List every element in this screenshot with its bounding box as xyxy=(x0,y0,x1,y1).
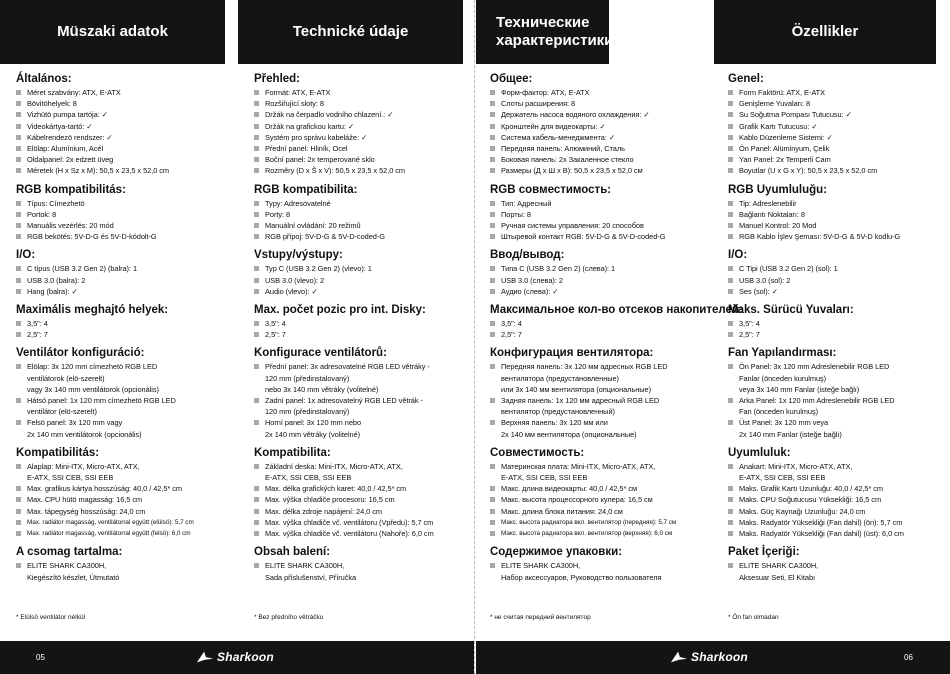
spec-item: C Tipi (USB 3.2 Gen 2) (sol): 1 xyxy=(728,263,950,274)
spec-list xyxy=(254,263,489,297)
section-heading: Max. počet pozic pro int. Disky: xyxy=(254,304,426,317)
spec-item: Форм-фактор: ATX, E-ATX xyxy=(490,87,725,98)
spec-section xyxy=(728,72,950,177)
spec-section xyxy=(490,72,725,177)
spec-list xyxy=(728,318,950,340)
spec-section xyxy=(728,303,950,340)
spec-item: Systém pro správu kabeláže: ✓ xyxy=(254,132,489,143)
spec-list xyxy=(490,87,725,177)
spec-section xyxy=(16,446,251,539)
spec-item: Boyutlar (U x G x Y): 50,5 x 23,5 x 52,0 cm xyxy=(728,165,950,176)
spec-item: Rozšiřující sloty: 8 xyxy=(254,98,489,109)
spec-item: Max. délka grafických karet: 40,0 / 42,5* cm xyxy=(254,483,489,494)
section-heading: I/O: xyxy=(16,249,36,262)
spec-item: Bağlantı Noktaları: 8 xyxy=(728,209,950,220)
spec-item: USB 3.0 (balra): 2 xyxy=(16,275,251,286)
spec-item: Elölap: 3x 120 mm címezhetö RGB LED ventilátorok (elö-szerelt) vagy 3x 140 mm ventilátorok (opcionális) xyxy=(16,361,251,395)
spec-item: Макс. длина видеокарты: 40,0 / 42,5* см xyxy=(490,483,725,494)
spec-list xyxy=(254,560,489,582)
spec-list xyxy=(490,560,725,582)
spec-list xyxy=(490,198,725,243)
spec-item: Arka Panel: 1x 120 mm Adreslenebilir RGB LED Fan (önceden kurulmuş) xyxy=(728,395,950,417)
spec-item: Manuel Kontrol: 20 Mod xyxy=(728,220,950,231)
spec-item: Genişleme Yuvaları: 8 xyxy=(728,98,950,109)
spec-list xyxy=(254,198,489,243)
section-heading: Общее: xyxy=(490,73,533,85)
spec-item: Max. radiátor magasság, ventilátorral együtt (elülsö): 5,7 cm xyxy=(16,517,251,528)
spec-item: Размеры (Д x Ш x В): 50,5 x 23,5 x 52,0 см xyxy=(490,165,725,176)
column-header: Technické údaje xyxy=(238,0,463,64)
section-heading: Ventilátor konfiguráció: xyxy=(16,347,145,360)
page-number: 05 xyxy=(36,653,45,662)
spec-item: Макс. высота радиатора вкл. вентилятор (передняя): 5,7 см xyxy=(490,517,725,528)
spec-item: Передняя панель: Алюминий, Сталь xyxy=(490,143,725,154)
spec-section xyxy=(490,248,725,297)
spec-item: Rozměry (D x Š x V): 50,5 x 23,5 x 52,0 cm xyxy=(254,165,489,176)
spec-section xyxy=(728,248,950,297)
brand-logo xyxy=(670,649,748,665)
spec-item: Передняя панель: 3x 120 мм адресных RGB LED вентилятора (предустановленные) или 3x 140 мм вентилятора (опциональные) xyxy=(490,361,725,395)
spec-item: C típus (USB 3.2 Gen 2) (balra): 1 xyxy=(16,263,251,274)
spec-item: Üst Panel: 3x 120 mm veya 2x 140 mm Fanlar (isteğe bağlı) xyxy=(728,417,950,439)
spec-item: Maks. Radyatör Yüksekliği (Fan dahil) (üst): 6,0 cm xyxy=(728,528,950,539)
spec-item: Vizhütö pumpa tartója: ✓ xyxy=(16,109,251,120)
spec-item: Hátsó panel: 1x 120 mm címezhetö RGB LED ventilátor (elö-szerelt) xyxy=(16,395,251,417)
footer-bar xyxy=(0,641,474,674)
spec-section xyxy=(490,446,725,539)
shark-logo-icon xyxy=(196,649,214,665)
column-header: Müszaki adatok xyxy=(0,0,225,64)
spec-list xyxy=(490,461,725,539)
spec-section xyxy=(254,248,489,297)
spec-item: 2,5": 7 xyxy=(254,329,489,340)
section-heading: Obsah balení: xyxy=(254,546,331,559)
spec-item: Přední panel: Hliník, Ocel xyxy=(254,143,489,154)
section-heading: Kompatibilitás: xyxy=(16,446,100,459)
section-heading: A csomag tartalma: xyxy=(16,546,123,559)
spec-list xyxy=(490,318,725,340)
spec-item: ELITE SHARK CA300H, Набор аксессуаров, Руководство пользователя xyxy=(490,560,725,582)
spec-section xyxy=(254,183,489,243)
spec-list xyxy=(728,461,950,539)
footnote: * Bez předního větráčku xyxy=(254,614,324,621)
spec-list xyxy=(728,87,950,177)
spec-item: Típus: Címezhetö xyxy=(16,198,251,209)
spec-item: Portok: 8 xyxy=(16,209,251,220)
spec-section xyxy=(490,346,725,439)
spec-list xyxy=(254,461,489,539)
spec-item: ELITE SHARK CA300H, Sada příslušenství, Příručka xyxy=(254,560,489,582)
spec-item: Держатель насоса водяного охлаждения: ✓ xyxy=(490,109,725,120)
spec-item: Alaplap: Mini-ITX, Micro-ATX, ATX, E-ATX, SSI CEB, SSI EEB xyxy=(16,461,251,483)
spec-list xyxy=(16,318,251,340)
spec-item: Typ C (USB 3.2 Gen 2) (vlevo): 1 xyxy=(254,263,489,274)
spec-item: 3,5": 4 xyxy=(490,318,725,329)
spec-item: Макс. длина блока питания: 24,0 см xyxy=(490,506,725,517)
section-heading: Genel: xyxy=(728,73,764,85)
spec-list xyxy=(16,87,251,177)
spec-column xyxy=(16,72,251,589)
section-heading: Konfigurace ventilátorů: xyxy=(254,347,387,360)
brand-name: Sharkoon xyxy=(691,650,748,664)
spec-section xyxy=(728,183,950,243)
footer-bar xyxy=(476,641,950,674)
spec-item: Grafik Kartı Tutucusu: ✓ xyxy=(728,121,950,132)
spec-list xyxy=(254,361,489,439)
spec-section xyxy=(490,303,743,340)
spec-item: Tip: Adreslenebilir xyxy=(728,198,950,209)
spec-item: Manuální ovládání: 20 režimů xyxy=(254,220,489,231)
spec-item: Макс. высота процессорного кулера: 16,5 см xyxy=(490,494,725,505)
spec-item: Držák na čerpadlo vodního chlazení.: ✓ xyxy=(254,109,489,120)
spec-item: Oldalpanel: 2x edzett üveg xyxy=(16,154,251,165)
spec-item: Anakart: Mini-ITX, Micro-ATX, ATX, E-ATX, SSI CEB, SSI EEB xyxy=(728,461,950,483)
spec-item: Тип: Адресный xyxy=(490,198,725,209)
spec-item: Max. tápegység hosszúság: 24,0 cm xyxy=(16,506,251,517)
left-page xyxy=(0,0,474,674)
spec-item: USB 3.0 (слева): 2 xyxy=(490,275,725,286)
spec-item: 3,5": 4 xyxy=(16,318,251,329)
spec-item: Max. výška chladiče procesoru: 16,5 cm xyxy=(254,494,489,505)
spec-item: Videokártya-tartó: ✓ xyxy=(16,121,251,132)
spec-item: Form Faktörü: ATX, E-ATX xyxy=(728,87,950,98)
spec-list xyxy=(254,318,489,340)
section-heading: Maximális meghajtó helyek: xyxy=(16,304,169,317)
section-heading: Содержимое упаковки: xyxy=(490,546,623,559)
footnote: * Ön fan olmadan xyxy=(728,614,779,621)
spec-item: Méretek (H x Sz x M): 50,5 x 23,5 x 52,0 cm xyxy=(16,165,251,176)
brand-name: Sharkoon xyxy=(217,650,274,664)
spec-section xyxy=(254,545,489,582)
spec-item: Maks. Grafik Kartı Uzunluğu: 40,0 / 42,5* cm xyxy=(728,483,950,494)
spec-item: 2,5": 7 xyxy=(490,329,725,340)
section-heading: Ввод/вывод: xyxy=(490,249,565,262)
spec-item: Max. výška chladiče vč. ventilátoru (Nahoře): 6,0 cm xyxy=(254,528,489,539)
spec-section xyxy=(16,72,251,177)
spec-item: Su Soğutma Pompası Tutucusu: ✓ xyxy=(728,109,950,120)
spec-section xyxy=(490,545,725,582)
spec-list xyxy=(728,198,950,243)
spec-item: Přední panel: 3x adresovatelné RGB LED větráky - 120 mm (předinstalovaný) nebo 3x 140 mm větráky (volitelné) xyxy=(254,361,489,395)
spec-section xyxy=(254,72,489,177)
spec-item: Ses (sol): ✓ xyxy=(728,286,950,297)
spec-item: Elölap: Alumínium, Acél xyxy=(16,143,251,154)
section-heading: RGB kompatibilita: xyxy=(254,183,358,196)
spec-item: Аудио (слева): ✓ xyxy=(490,286,725,297)
spec-section xyxy=(728,545,950,582)
spec-item: Držák na grafickou kartu: ✓ xyxy=(254,121,489,132)
spec-list xyxy=(728,263,950,297)
spec-item: Верхняя панель: 3x 120 мм или 2x 140 мм вентилятора (опциональные) xyxy=(490,417,725,439)
section-heading: Совместимость: xyxy=(490,446,585,459)
section-heading: Uyumluluk: xyxy=(728,446,791,459)
spec-item: Typy: Adresovatelné xyxy=(254,198,489,209)
spec-item: Manuális vezérlés: 20 mód xyxy=(16,220,251,231)
spec-list xyxy=(16,198,251,243)
spec-item: Max. grafikus kártya hosszúság: 40,0 / 42,5* cm xyxy=(16,483,251,494)
spec-column xyxy=(254,72,489,589)
section-heading: Максимальное кол-во отсеков накопителей: xyxy=(490,304,743,317)
spec-item: Yan Panel: 2x Temperli Cam xyxy=(728,154,950,165)
spec-section xyxy=(728,446,950,539)
spec-list xyxy=(16,560,251,582)
spec-item: Horní panel: 3x 120 mm nebo 2x 140 mm větráky (volitelné) xyxy=(254,417,489,439)
shark-logo-icon xyxy=(670,649,688,665)
spec-item: ELITE SHARK CA300H, Kiegészítö készlet, Útmutató xyxy=(16,560,251,582)
spec-item: Max. CPU hütö magasság: 16,5 cm xyxy=(16,494,251,505)
spec-item: Max. výška chladiče vč. ventilátoru (Vpředu): 5,7 cm xyxy=(254,517,489,528)
column-header: Özellikler xyxy=(714,0,936,64)
spec-item: Типа C (USB 3.2 Gen 2) (слева): 1 xyxy=(490,263,725,274)
spec-list xyxy=(728,560,950,582)
section-heading: I/O: xyxy=(728,249,748,262)
spec-section xyxy=(16,303,251,340)
section-heading: Přehled: xyxy=(254,73,301,85)
right-page xyxy=(476,0,950,674)
spec-item: ELITE SHARK CA300H, Aksesuar Seti, El Kitabı xyxy=(728,560,950,582)
spec-list xyxy=(16,461,251,539)
spec-item: Základní deska: Mini-ITX, Micro-ATX, ATX, E-ATX, SSI CEB, SSI EEB xyxy=(254,461,489,483)
spec-item: Система кабель-менеджмента: ✓ xyxy=(490,132,725,143)
spec-item: Материнская плата: Mini-ITX, Micro-ATX, ATX, E-ATX, SSI CEB, SSI EEB xyxy=(490,461,725,483)
section-heading: Általános: xyxy=(16,73,72,85)
spec-item: Ön Panel: 3x 120 mm Adreslenebilir RGB LED Fanlar (önceden kurulmuş) veya 3x 140 mm Fanlar (isteğe bağlı) xyxy=(728,361,950,395)
spec-item: Кронштейн для видеокарты: ✓ xyxy=(490,121,725,132)
section-heading: Vstupy/výstupy: xyxy=(254,249,343,262)
spec-item: 3,5": 4 xyxy=(254,318,489,329)
spec-list xyxy=(254,87,489,177)
spec-item: RGB bekötés: 5V-D-G és 5V-D-kódolt-G xyxy=(16,231,251,242)
spec-item: Слоты расширения: 8 xyxy=(490,98,725,109)
section-heading: Paket İçeriği: xyxy=(728,546,800,559)
spec-item: Порты: 8 xyxy=(490,209,725,220)
spec-section xyxy=(254,303,489,340)
spec-item: USB 3.0 (sol): 2 xyxy=(728,275,950,286)
section-heading: RGB совместимость: xyxy=(490,183,612,196)
spec-item: Maks. Güç Kaynağı Uzunluğu: 24,0 cm xyxy=(728,506,950,517)
spec-item: Штыревой контакт RGB: 5V-D-G & 5V-D-coded-G xyxy=(490,231,725,242)
spec-item: Hang (balra): ✓ xyxy=(16,286,251,297)
section-heading: Fan Yapılandırması: xyxy=(728,347,837,360)
spec-column xyxy=(728,72,950,589)
page-number: 06 xyxy=(904,653,913,662)
spec-item: Max. délka zdroje napájení: 24,0 cm xyxy=(254,506,489,517)
spec-item: USB 3.0 (vlevo): 2 xyxy=(254,275,489,286)
spec-item: Méret szabvány: ATX, E-ATX xyxy=(16,87,251,98)
spec-item: Boční panel: 2x temperované sklo xyxy=(254,154,489,165)
footnote: * Elülsö ventilátor nélkül xyxy=(16,614,86,621)
spec-section xyxy=(16,248,251,297)
spec-item: 3,5": 4 xyxy=(728,318,950,329)
spec-list xyxy=(16,263,251,297)
section-heading: Kompatibilita: xyxy=(254,446,331,459)
spec-item: Задняя панель: 1x 120 мм адресный RGB LED вентилятор (предустановленный) xyxy=(490,395,725,417)
spec-item: Bövítöhelyek: 8 xyxy=(16,98,251,109)
column-header: Технические характеристики xyxy=(476,0,609,64)
spec-list xyxy=(490,263,725,297)
spec-section xyxy=(490,183,725,243)
spec-item: Kábelrendezö rendszer: ✓ xyxy=(16,132,251,143)
spec-section xyxy=(16,183,251,243)
spec-list xyxy=(728,361,950,439)
section-heading: Конфигурация вентилятора: xyxy=(490,347,654,360)
spec-item: Zadní panel: 1x adresovatelný RGB LED větrák - 120 mm (předinstalovaný) xyxy=(254,395,489,417)
spec-section xyxy=(16,545,251,582)
spec-item: 2,5": 7 xyxy=(16,329,251,340)
spec-item: Ön Panel: Alüminyum, Çelik xyxy=(728,143,950,154)
spec-section xyxy=(254,346,489,439)
page-fold xyxy=(474,0,475,674)
spec-section xyxy=(254,446,489,539)
spec-item: RGB přípoj: 5V-D-G & 5V-D-coded-G xyxy=(254,231,489,242)
spec-list xyxy=(490,361,725,439)
brand-logo xyxy=(196,649,274,665)
spec-item: Макс. высота радиатора вкл. вентилятор (верхняя): 6,0 см xyxy=(490,528,725,539)
spec-section xyxy=(16,346,251,439)
spec-item: Felsö panel: 3x 120 mm vagy 2x 140 mm ventilátorok (opcionális) xyxy=(16,417,251,439)
spec-section xyxy=(728,346,950,439)
spec-item: 2,5": 7 xyxy=(728,329,950,340)
spec-item: Max. radiátor magasság, ventilátorral együtt (felsö): 6,0 cm xyxy=(16,528,251,539)
spec-item: Formát: ATX, E-ATX xyxy=(254,87,489,98)
spec-item: Porty: 8 xyxy=(254,209,489,220)
section-heading: RGB Uyumluluğu: xyxy=(728,183,828,196)
spec-item: Ручная системы управления: 20 способов xyxy=(490,220,725,231)
spec-item: Maks. Radyatör Yüksekliği (Fan dahil) (ön): 5,7 cm xyxy=(728,517,950,528)
spec-item: Maks. CPU Soğutucusu Yüksekliği: 16,5 cm xyxy=(728,494,950,505)
spec-item: Kablo Düzenleme Sistemi: ✓ xyxy=(728,132,950,143)
spec-item: Боковая панель: 2x Закаленное стекло xyxy=(490,154,725,165)
section-heading: Maks. Sürücü Yuvaları: xyxy=(728,304,854,317)
spec-item: RGB Kablo İşlev Şeması: 5V-D-G & 5V-D kodlu-G xyxy=(728,231,950,242)
spec-list xyxy=(16,361,251,439)
section-heading: RGB kompatibilitás: xyxy=(16,183,126,196)
spec-item: Audio (vlevo): ✓ xyxy=(254,286,489,297)
footnote: * не считая передний вентилятор xyxy=(490,614,591,621)
